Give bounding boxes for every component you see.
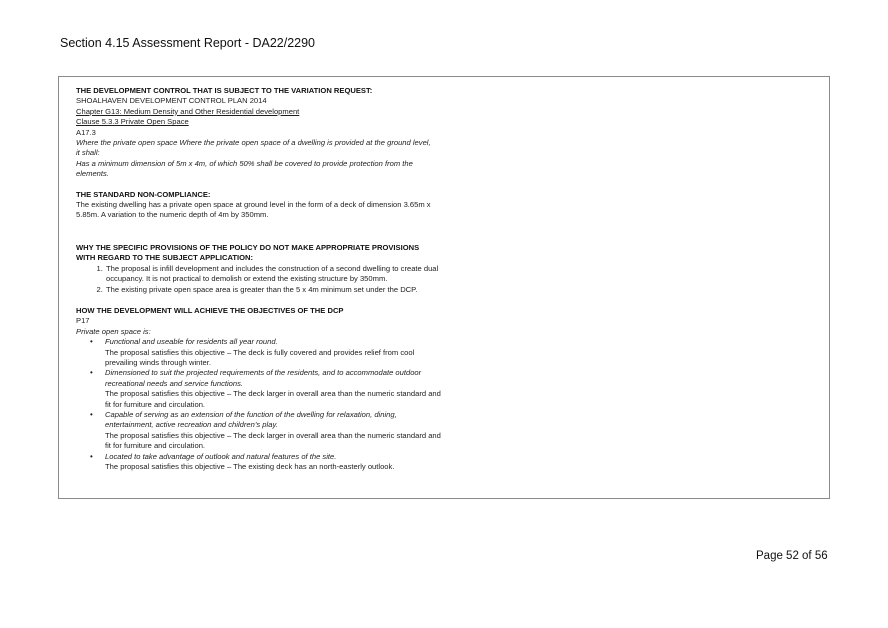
list-item	[105, 285, 476, 295]
response-text: The proposal satisfies this objective – The deck larger in overall area than the numeric standard and	[105, 430, 441, 440]
objectives-intro: Private open space is:	[76, 326, 151, 336]
clause-reference: Clause 5.3.3 Private Open Space	[76, 117, 189, 127]
objective-text: recreational needs and service functions.	[105, 378, 244, 388]
objectives-heading: HOW THE DEVELOPMENT WILL ACHIEVE THE OBJECTIVES OF THE DCP	[76, 305, 344, 315]
control-code: A17.3	[76, 127, 96, 137]
response-text: fit for furniture and circulation.	[105, 399, 206, 409]
objective-text: Functional and useable for residents all year round.	[105, 337, 278, 347]
variation-request-content	[76, 86, 476, 472]
why-heading: WITH REGARD TO THE SUBJECT APPLICATION:	[76, 253, 254, 263]
chapter-reference: Chapter G13: Medium Density and Other Residential development	[76, 106, 300, 116]
response-text: fit for furniture and circulation.	[105, 441, 206, 451]
list-item	[105, 264, 476, 285]
plan-name: SHOALHAVEN DEVELOPMENT CONTROL PLAN 2014	[76, 96, 267, 106]
requirement-line: Where the private open space Where the private open space of a dwelling is provided at the ground level,	[76, 138, 431, 148]
reasons-list	[76, 264, 476, 295]
objective-text: Capable of serving as an extension of the function of the dwelling for relaxation, dining,	[105, 409, 397, 419]
why-heading: WHY THE SPECIFIC PROVISIONS OF THE POLICY DO NOT MAKE APPROPRIATE PROVISIONS	[76, 242, 420, 252]
objective-text: entertainment, active recreation and children’s play.	[105, 420, 278, 430]
list-item	[105, 337, 476, 368]
objective-text: Located to take advantage of outlook and natural features of the site.	[105, 451, 337, 461]
objectives-code: P17	[76, 316, 90, 326]
list-item	[105, 410, 476, 452]
reason-line: The proposal is infill development and includes the construction of a second dwelling to create dual	[106, 263, 439, 273]
noncompliance-line: The existing dwelling has a private open space at ground level in the form of a deck of dimension 3.65m x	[76, 200, 431, 210]
noncompliance-line: 5.85m. A variation to the numeric depth of 4m by 350mm.	[76, 210, 269, 220]
response-text: The proposal satisfies this objective – The deck is fully covered and provides relief from cool	[105, 347, 415, 357]
requirement-line: Has a minimum dimension of 5m x 4m, of which 50% shall be covered to provide protection from the	[76, 158, 413, 168]
response-text: The proposal satisfies this objective – The existing deck has an north-easterly outlook.	[105, 462, 395, 471]
response-text: The proposal satisfies this objective – The deck larger in overall area than the numeric standard and	[105, 389, 441, 399]
embedded-document-frame	[58, 76, 830, 499]
reason-line: The existing private open space area is greater than the 5 x 4m minimum set under the DCP.	[106, 284, 418, 294]
response-text: prevailing winds through winter.	[105, 357, 211, 367]
objective-text: Dimensioned to suit the projected requirements of the residents, and to accommodate outdoor	[105, 368, 422, 378]
list-item	[105, 368, 476, 410]
objectives-list	[76, 337, 476, 472]
noncompliance-heading: THE STANDARD NON-COMPLIANCE:	[76, 189, 211, 199]
page-number: Page 52 of 56	[756, 550, 828, 562]
requirement-line: it shall:	[76, 148, 100, 158]
requirement-line: elements.	[76, 169, 109, 179]
list-item	[105, 452, 476, 473]
reason-line: occupancy. It is not practical to demolish or extend the existing structure by 350mm.	[106, 274, 388, 284]
control-heading: THE DEVELOPMENT CONTROL THAT IS SUBJECT TO THE VARIATION REQUEST:	[76, 86, 373, 95]
report-title: Section 4.15 Assessment Report - DA22/2290	[60, 36, 316, 50]
